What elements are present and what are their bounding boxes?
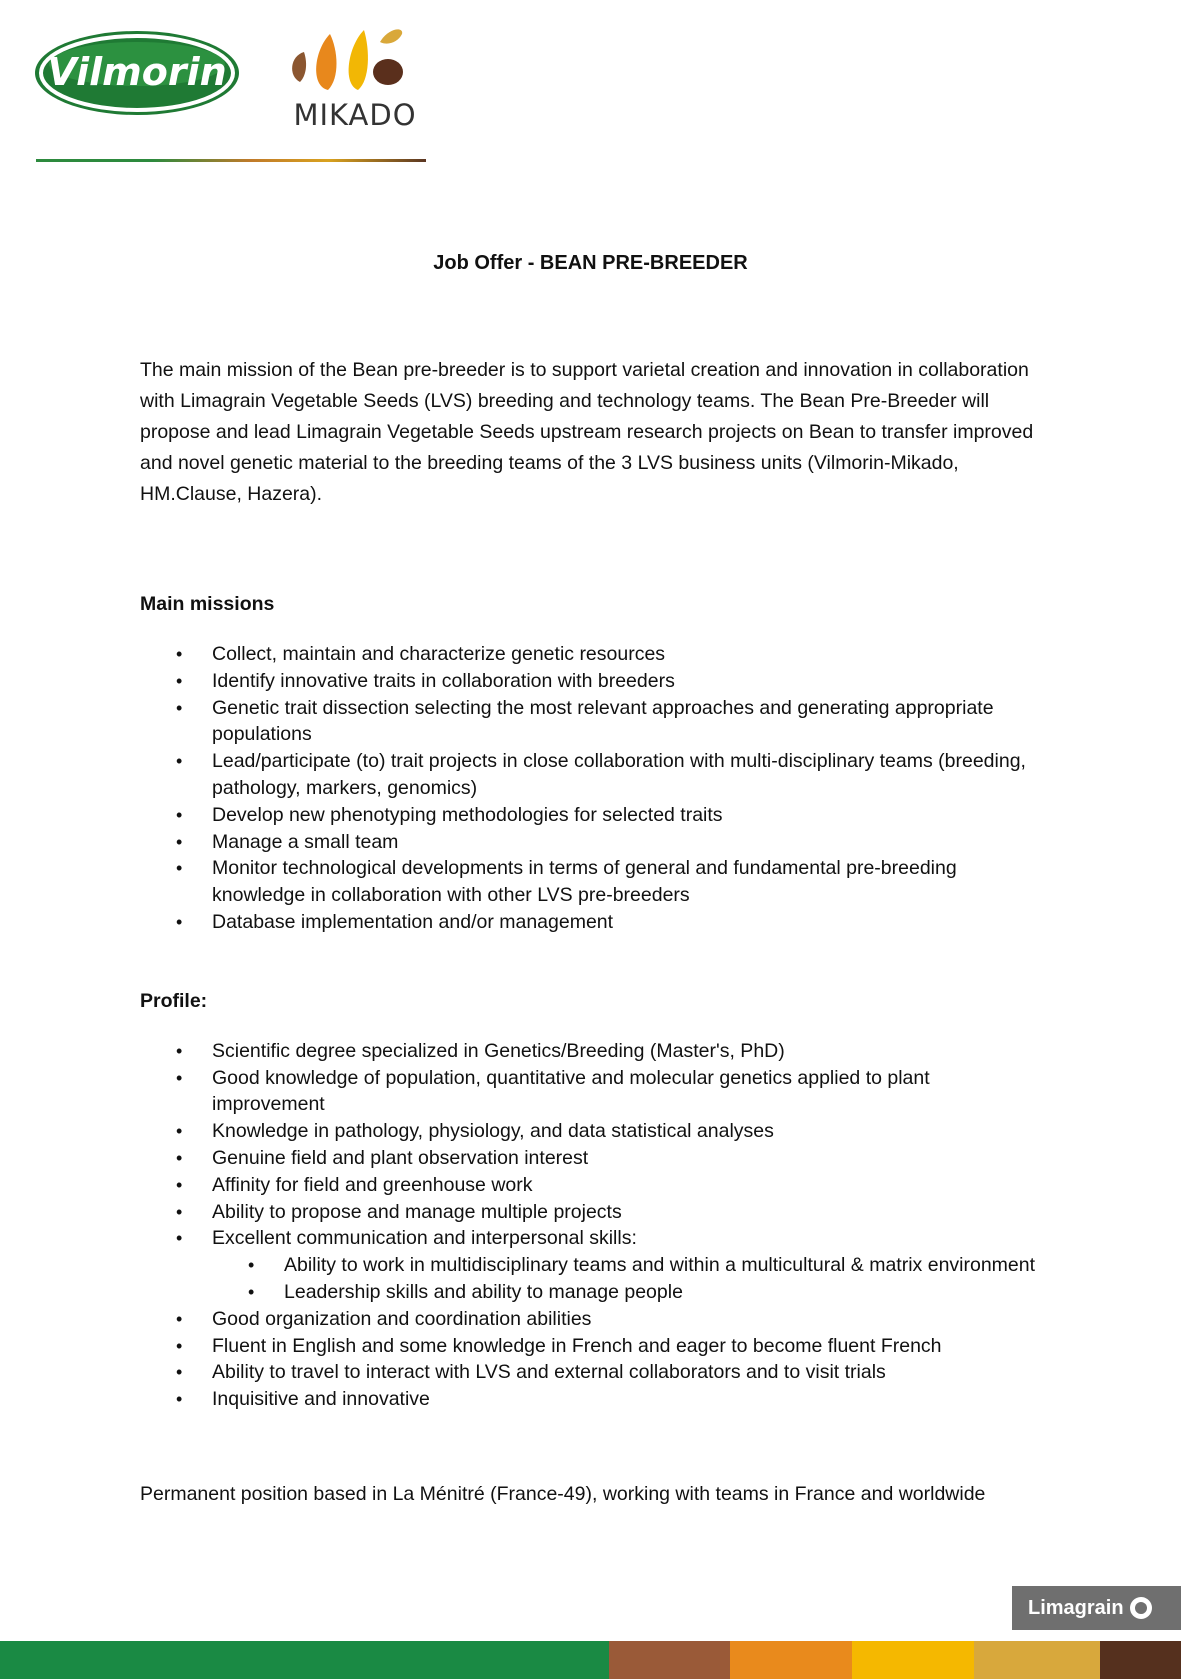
- list-item: • Lead/participate (to) trait projects in close collaboration with multi-disciplinary teams (breeding, pathology, markers, genomics): [140, 748, 1040, 802]
- list-item: • Identify innovative traits in collaboration with breeders: [140, 668, 1040, 695]
- footer-segment-dark-brown: [1100, 1641, 1181, 1679]
- profile-heading: Profile:: [140, 989, 208, 1012]
- list-item: • Ability to propose and manage multiple projects: [140, 1199, 1040, 1226]
- limagrain-wordmark: Limagrain: [1028, 1596, 1124, 1619]
- list-item: • Inquisitive and innovative: [140, 1386, 1040, 1413]
- header-logos: [34, 20, 426, 166]
- list-item: • Genuine field and plant observation interest: [140, 1145, 1040, 1172]
- footer-segment-yellow: [852, 1641, 974, 1679]
- profile-list: [140, 1038, 1040, 1413]
- mikado-wordmark: MIKADO: [293, 98, 417, 132]
- svg-text:Vilmorin: Vilmorin: [47, 50, 227, 94]
- list-item: • Scientific degree specialized in Genetics/Breeding (Master's, PhD): [140, 1038, 1040, 1065]
- closing-statement: Permanent position based in La Ménitré (France-49), working with teams in France and worldwide: [140, 1483, 986, 1505]
- missions-heading: Main missions: [140, 593, 275, 615]
- limagrain-icon: [1130, 1597, 1152, 1619]
- list-item: • Knowledge in pathology, physiology, and data statistical analyses: [140, 1118, 1040, 1145]
- sub-list-item: • Leadership skills and ability to manage people: [212, 1279, 1040, 1306]
- header-divider: [36, 159, 426, 162]
- list-item: • Good knowledge of population, quantitative and molecular genetics applied to plant improvement: [140, 1065, 1040, 1119]
- footer-segment-orange: [730, 1641, 852, 1679]
- list-item: • Monitor technological developments in terms of general and fundamental pre-breeding knowledge in collaboration with other LVS pre-breeders: [140, 855, 1040, 909]
- list-item: • Database implementation and/or management: [140, 909, 1040, 936]
- page-title: Job Offer - BEAN PRE-BREEDER: [433, 252, 748, 274]
- document-body: [140, 355, 1040, 1413]
- sub-list: [212, 1252, 1040, 1306]
- sub-list-item: • Ability to work in multidisciplinary teams and within a multicultural & matrix environment: [212, 1252, 1040, 1279]
- footer-segment-brown: [609, 1641, 730, 1679]
- list-item-text: Excellent communication and interpersonal skills:: [212, 1227, 637, 1250]
- list-item: • Manage a small team: [140, 829, 1040, 856]
- missions-list: [140, 641, 1040, 936]
- limagrain-logo: [1012, 1586, 1181, 1630]
- list-item: • Good organization and coordination abilities: [140, 1306, 1040, 1333]
- list-item: • Develop new phenotyping methodologies for selected traits: [140, 802, 1040, 829]
- vilmorin-logo: [34, 30, 240, 116]
- footer-color-bar: [0, 1641, 1181, 1679]
- footer-segment-gold: [974, 1641, 1100, 1679]
- list-item: • Collect, maintain and characterize genetic resources: [140, 641, 1040, 668]
- list-item: • Genetic trait dissection selecting the most relevant approaches and generating appropriate populations: [140, 695, 1040, 749]
- list-item: • Fluent in English and some knowledge in French and eager to become fluent French: [140, 1333, 1040, 1360]
- intro-paragraph: The main mission of the Bean pre-breeder is to support varietal creation and innovation in collaboration with Limagrain Vegetable Seeds (LVS) breeding and technology teams. The Bean Pre-Breeder will propose and lead Limagrain Vegetable Seeds upstream research projects on Bean to transfer improved and novel genetic material to the breeding teams of the 3 LVS business units (Vilmorin-Mikado, HM.Clause, Hazera).: [140, 359, 1034, 505]
- list-item: • Ability to travel to interact with LVS and external collaborators and to visit trials: [140, 1359, 1040, 1386]
- mikado-logo: [284, 20, 426, 100]
- list-item: • Affinity for field and greenhouse work: [140, 1172, 1040, 1199]
- list-item: [140, 1225, 1040, 1305]
- footer-segment-green: [0, 1641, 609, 1679]
